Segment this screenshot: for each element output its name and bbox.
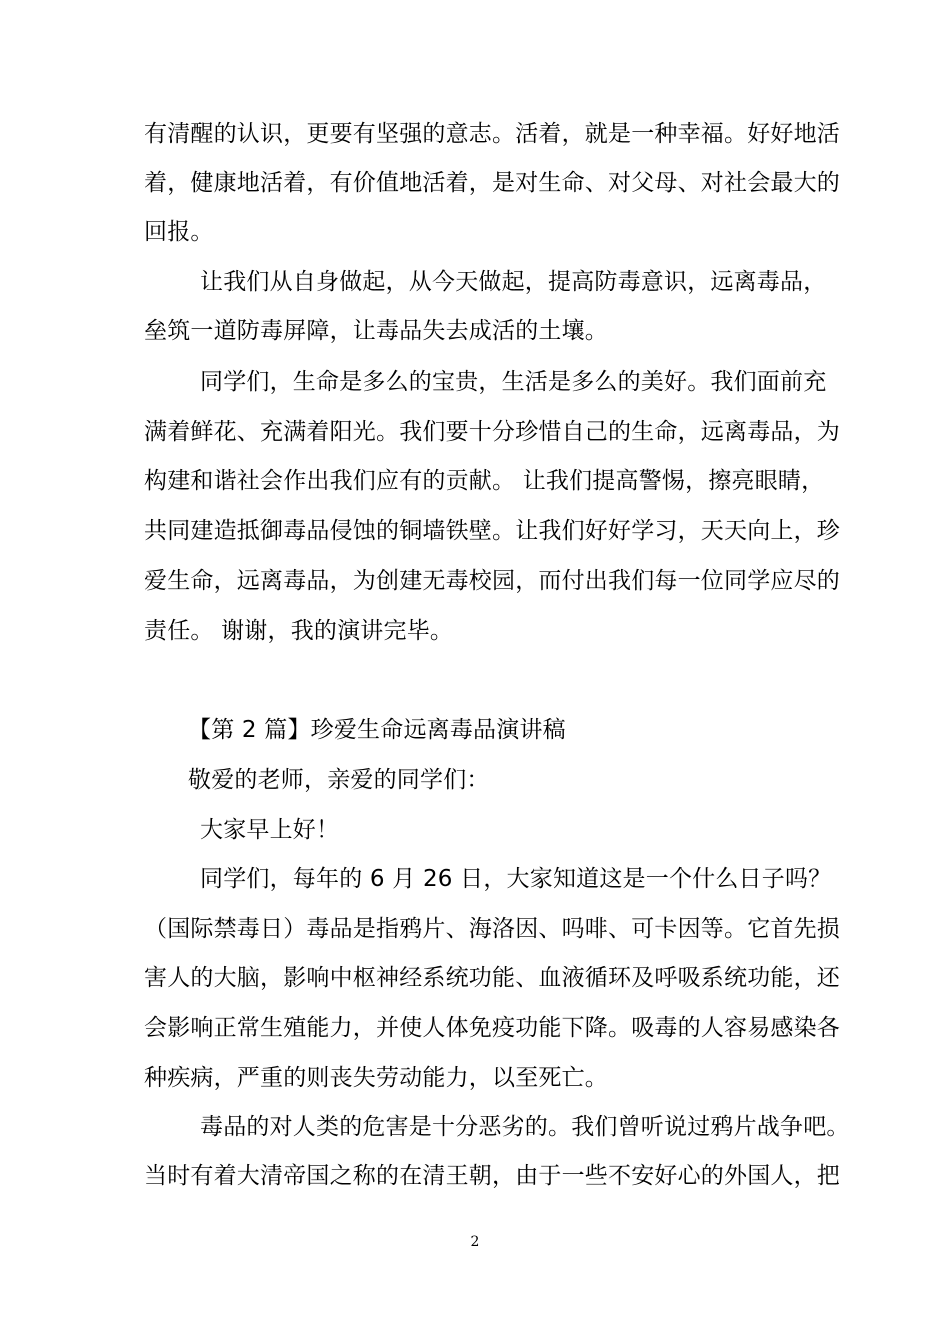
paragraph-line: 回报。 (144, 219, 214, 245)
paragraph-line: 满着鲜花、充满着阳光。我们要十分珍惜自己的生命，远离毒品，为 (144, 419, 840, 445)
greeting: 大家早上好！ (200, 817, 340, 843)
paragraph-line: 垒筑一道防毒屏障，让毒品失去成活的土壤。 (144, 318, 608, 344)
paragraph-line: 责任。 谢谢，我的演讲完毕。 (144, 618, 454, 644)
paragraph-line: 共同建造抵御毒品侵蚀的铜墙铁壁。让我们好好学习，天天向上，珍 (144, 518, 840, 544)
page-number: 2 (470, 1234, 480, 1250)
paragraph-line: （国际禁毒日）毒品是指鸦片、海洛因、吗啡、可卡因等。它首先损 (144, 916, 840, 942)
section-title: 【第 2 篇】珍爱生命远离毒品演讲稿 (188, 717, 566, 743)
paragraph-line: 着，健康地活着，有价值地活着，是对生命、对父母、对社会最大的 (144, 170, 840, 196)
paragraph-line: 让我们从自身做起，从今天做起，提高防毒意识，远离毒品， (200, 269, 827, 295)
paragraph-line: 害人的大脑，影响中枢神经系统功能、血液循环及呼吸系统功能，还 (144, 965, 840, 991)
paragraph-line: 有清醒的认识，更要有坚强的意志。活着，就是一种幸福。好好地活 (144, 121, 840, 147)
paragraph-line: 种疾病，严重的则丧失劳动能力，以至死亡。 (144, 1065, 608, 1091)
paragraph-line: 爱生命，远离毒品，为创建无毒校园，而付出我们每一位同学应尽的 (144, 568, 840, 594)
paragraph-line: 会影响正常生殖能力，并使人体免疫功能下降。吸毒的人容易感染各 (144, 1015, 840, 1041)
paragraph-line: 同学们，每年的 6 月 26 日，大家知道这是一个什么日子吗？ (200, 866, 832, 892)
paragraph-line: 同学们，生命是多么的宝贵，生活是多么的美好。我们面前充 (200, 369, 827, 395)
paragraph-line: 构建和谐社会作出我们应有的贡献。 让我们提高警惕，擦亮眼睛， (144, 468, 825, 494)
paragraph-line: 毒品的对人类的危害是十分恶劣的。我们曾听说过鸦片战争吧。 (200, 1114, 850, 1140)
salutation: 敬爱的老师，亲爱的同学们： (188, 767, 490, 793)
paragraph-line: 当时有着大清帝国之称的在清王朝，由于一些不安好心的外国人，把 (144, 1163, 840, 1189)
